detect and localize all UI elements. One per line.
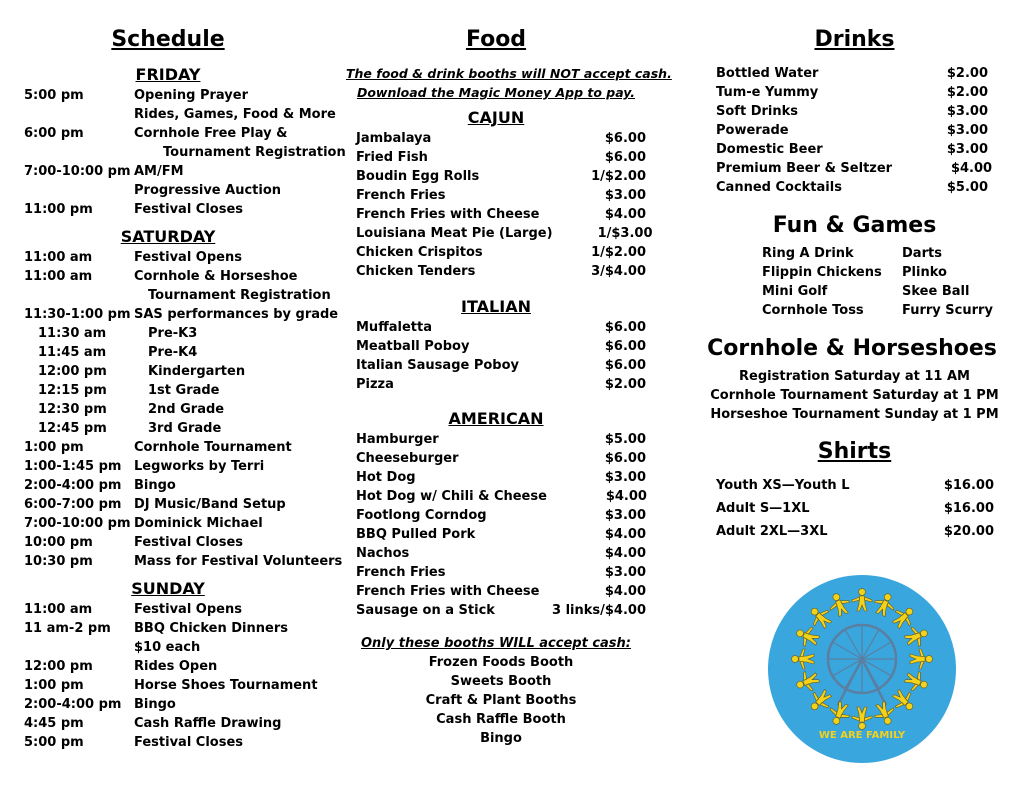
- item-name: Fried Fish: [356, 150, 428, 165]
- schedule-row: [24, 400, 334, 419]
- schedule-row: [24, 552, 343, 571]
- schedule-time: [24, 143, 134, 162]
- shirts-title: Shirts: [817, 439, 892, 464]
- schedule-time: 5:00 pm: [24, 735, 84, 750]
- item-name: Chicken Crispitos: [356, 245, 483, 260]
- item-price: $4.00: [605, 489, 647, 504]
- cajun-list: [356, 129, 653, 281]
- item-price: $4.00: [604, 584, 646, 599]
- cash-accepted-note: Only these booths WILL accept cash:: [360, 636, 632, 651]
- magic-money-note: Download the Magic Money App to pay.: [356, 85, 636, 100]
- item-price: 1/$2.00: [591, 245, 646, 260]
- item-name: Premium Beer & Seltzer: [716, 161, 893, 176]
- menu-row: [356, 525, 646, 544]
- schedule-event: Mass for Festival Volunteers: [134, 554, 343, 569]
- schedule-time: 4:45 pm: [24, 716, 84, 731]
- item-name: Canned Cocktails: [716, 180, 842, 195]
- shirt-price: $16.00: [943, 501, 994, 516]
- menu-row: [356, 506, 646, 525]
- schedule-time: 12:00 pm: [38, 364, 107, 379]
- item-name: Hot Dog w/ Chili & Cheese: [356, 489, 547, 504]
- item-price: 1/$2.00: [591, 169, 646, 184]
- shirt-row: [716, 520, 994, 543]
- schedule-time: 1:00 pm: [24, 440, 84, 455]
- schedule-event: Kindergarten: [148, 364, 246, 379]
- item-name: Footlong Corndog: [356, 508, 487, 523]
- game-item: Ring A Drink: [762, 246, 854, 261]
- item-name: Jambalaya: [356, 131, 432, 146]
- schedule-time: 11:00 am: [24, 269, 93, 284]
- game-item: Mini Golf: [762, 284, 828, 299]
- schedule-row: [24, 714, 334, 733]
- schedule-time: 11:45 am: [38, 345, 107, 360]
- schedule-row: [24, 362, 334, 381]
- schedule-time: 12:30 pm: [38, 402, 107, 417]
- schedule-row: [24, 533, 334, 552]
- menu-row: [356, 243, 646, 262]
- schedule-event: Bingo: [134, 697, 176, 712]
- schedule-event: 2nd Grade: [148, 402, 225, 417]
- schedule-event: Festival Closes: [134, 735, 244, 750]
- item-name: Louisiana Meat Pie (Large): [356, 226, 553, 241]
- item-price: $6.00: [604, 451, 646, 466]
- item-name: Soft Drinks: [716, 104, 798, 119]
- schedule-row: [24, 657, 334, 676]
- item-name: Meatball Poboy: [356, 339, 470, 354]
- drinks-list: [712, 64, 993, 197]
- schedule-row: [24, 105, 334, 124]
- menu-row: [356, 601, 646, 620]
- schedule-row: [24, 438, 334, 457]
- schedule-row: [24, 162, 334, 181]
- schedule-time: [24, 638, 134, 657]
- menu-row: [356, 582, 646, 601]
- schedule-time: 2:00-4:00 pm: [24, 697, 122, 712]
- game-item: Furry Scurry: [902, 303, 993, 318]
- schedule-event: $10 each: [134, 640, 201, 655]
- item-name: Hamburger: [356, 432, 439, 447]
- menu-row: [356, 449, 646, 468]
- menu-row: [356, 337, 646, 356]
- schedule-time: [24, 105, 134, 124]
- menu-row: [716, 102, 988, 121]
- item-price: $3.00: [604, 188, 646, 203]
- item-price: $3.00: [946, 123, 988, 138]
- shirt-price: $20.00: [943, 524, 994, 539]
- games-grid: [712, 244, 1002, 320]
- item-price: $3.00: [946, 104, 988, 119]
- menu-row: [716, 178, 988, 197]
- schedule-row: [24, 286, 334, 305]
- schedule-event: BBQ Chicken Dinners: [134, 621, 288, 636]
- menu-row: [356, 563, 646, 582]
- item-name: Hot Dog: [356, 470, 416, 485]
- american-heading: AMERICAN: [448, 409, 544, 428]
- schedule-time: 10:30 pm: [24, 554, 93, 569]
- item-name: Muffaletta: [356, 320, 432, 335]
- schedule-time: 6:00-7:00 pm: [24, 497, 122, 512]
- item-price: 3/$4.00: [591, 264, 646, 279]
- shirts-list: [712, 474, 994, 543]
- schedule-event: Legworks by Terri: [134, 459, 265, 474]
- menu-row: [356, 205, 646, 224]
- text-line: Frozen Foods Booth: [428, 655, 574, 670]
- schedule-event: Horse Shoes Tournament: [134, 678, 318, 693]
- item-price: $6.00: [604, 358, 646, 373]
- schedule-row: [24, 600, 334, 619]
- schedule-row: [24, 267, 334, 286]
- item-price: $4.00: [950, 161, 993, 176]
- schedule-event: Rides Open: [134, 659, 218, 674]
- schedule-row: [24, 638, 334, 657]
- schedule-event: Festival Closes: [134, 202, 244, 217]
- sunday-heading: SUNDAY: [131, 579, 205, 598]
- menu-row: [716, 121, 988, 140]
- schedule-event: SAS performances by grade: [134, 307, 339, 322]
- schedule-event: Opening Prayer: [134, 88, 248, 103]
- item-name: Powerade: [716, 123, 789, 138]
- schedule-time: [24, 286, 134, 305]
- schedule-time: 11 am-2 pm: [24, 621, 111, 636]
- schedule-event: Cash Raffle Drawing: [134, 716, 282, 731]
- schedule-row: [24, 457, 334, 476]
- schedule-event: 1st Grade: [148, 383, 220, 398]
- schedule-event: Festival Opens: [134, 250, 242, 265]
- schedule-time: 7:00-10:00 pm: [24, 516, 131, 531]
- schedule-time: 11:00 am: [24, 602, 93, 617]
- text-line: Registration Saturday at 11 AM: [739, 369, 970, 384]
- shirt-size: Youth XS—Youth L: [716, 478, 850, 493]
- text-line: Cash Raffle Booth: [436, 712, 566, 727]
- we-are-family-logo: [767, 574, 957, 764]
- saturday-heading: SATURDAY: [120, 227, 216, 246]
- saturday-list: [24, 248, 343, 571]
- game-item: Darts: [902, 246, 942, 261]
- schedule-event: Tournament Registration: [163, 145, 346, 160]
- food-column: [346, 0, 672, 748]
- schedule-time: 11:30 am: [38, 326, 107, 341]
- fun-games-title: Fun & Games: [772, 213, 937, 238]
- friday-list: [24, 86, 346, 219]
- item-price: $2.00: [604, 377, 646, 392]
- item-price: $6.00: [604, 150, 646, 165]
- item-price: $3.00: [604, 508, 646, 523]
- item-name: Bottled Water: [716, 66, 819, 81]
- game-item: Flippin Chickens: [762, 265, 882, 280]
- shirt-price: $16.00: [943, 478, 994, 493]
- menu-row: [356, 487, 646, 506]
- schedule-event: AM/FM: [134, 164, 184, 179]
- schedule-row: [24, 200, 334, 219]
- italian-heading: ITALIAN: [461, 297, 531, 316]
- item-price: $2.00: [946, 66, 988, 81]
- schedule-time: 12:15 pm: [38, 383, 107, 398]
- item-name: Domestic Beer: [716, 142, 823, 157]
- item-name: Cheeseburger: [356, 451, 459, 466]
- schedule-row: [24, 124, 334, 143]
- schedule-event: Pre-K3: [148, 326, 198, 341]
- item-name: Tum-e Yummy: [716, 85, 819, 100]
- menu-row: [356, 262, 646, 281]
- schedule-event: Pre-K4: [148, 345, 198, 360]
- item-name: French Fries: [356, 565, 446, 580]
- item-price: $3.00: [946, 142, 988, 157]
- schedule-time: 12:00 pm: [24, 659, 93, 674]
- schedule-row: [24, 419, 334, 438]
- item-price: $3.00: [604, 470, 646, 485]
- schedule-event: Rides, Games, Food & More: [134, 107, 336, 122]
- schedule-row: [24, 695, 334, 714]
- item-price: $6.00: [604, 339, 646, 354]
- schedule-title: Schedule: [111, 27, 225, 52]
- menu-row: [716, 159, 993, 178]
- american-list: [356, 430, 646, 620]
- item-price: $5.00: [604, 432, 646, 447]
- schedule-row: [24, 495, 334, 514]
- menu-row: [716, 140, 988, 159]
- schedule-time: 6:00 pm: [24, 126, 84, 141]
- text-line: Bingo: [480, 731, 522, 746]
- schedule-event: Cornhole Tournament: [134, 440, 292, 455]
- schedule-event: DJ Music/Band Setup: [134, 497, 286, 512]
- game-item: Skee Ball: [902, 284, 970, 299]
- text-line: Sweets Booth: [450, 674, 552, 689]
- schedule-event: Tournament Registration: [148, 288, 331, 303]
- schedule-event: Festival Opens: [134, 602, 242, 617]
- item-name: Boudin Egg Rolls: [356, 169, 480, 184]
- schedule-time: 1:00 pm: [24, 678, 84, 693]
- drinks-title: Drinks: [814, 27, 895, 52]
- menu-row: [356, 544, 646, 563]
- cash-booth-list: [356, 653, 646, 748]
- sunday-list: [24, 600, 334, 752]
- menu-row: [356, 186, 646, 205]
- item-price: $4.00: [604, 527, 646, 542]
- food-title: Food: [465, 27, 527, 52]
- schedule-event: Cornhole & Horseshoe: [134, 269, 298, 284]
- menu-row: [356, 318, 646, 337]
- schedule-row: [24, 305, 339, 324]
- schedule-event: Cornhole Free Play &: [134, 126, 288, 141]
- menu-row: [356, 148, 646, 167]
- schedule-row: [24, 476, 334, 495]
- item-price: $3.00: [604, 565, 646, 580]
- schedule-time: 2:00-4:00 pm: [24, 478, 122, 493]
- schedule-time: [24, 181, 134, 200]
- game-item: Plinko: [902, 265, 947, 280]
- shirt-size: Adult S—1XL: [716, 501, 810, 516]
- item-name: Nachos: [356, 546, 410, 561]
- schedule-event: Dominick Michael: [134, 516, 263, 531]
- schedule-row: [24, 324, 334, 343]
- shirt-row: [716, 474, 994, 497]
- schedule-column: [24, 0, 346, 752]
- schedule-row: [24, 733, 334, 752]
- menu-row: [356, 224, 653, 243]
- logo-text: WE ARE FAMILY: [818, 730, 906, 741]
- menu-row: [356, 468, 646, 487]
- schedule-row: [24, 514, 334, 533]
- schedule-event: Progressive Auction: [134, 183, 282, 198]
- menu-row: [356, 129, 646, 148]
- menu-row: [356, 167, 646, 186]
- italian-list: [356, 318, 646, 394]
- item-name: French Fries: [356, 188, 446, 203]
- text-line: Craft & Plant Booths: [425, 693, 577, 708]
- schedule-time: 1:00-1:45 pm: [24, 459, 122, 474]
- friday-heading: FRIDAY: [135, 65, 201, 84]
- schedule-event: 3rd Grade: [148, 421, 222, 436]
- item-name: French Fries with Cheese: [356, 207, 540, 222]
- item-price: $5.00: [946, 180, 988, 195]
- schedule-row: [24, 676, 334, 695]
- item-price: 1/$3.00: [597, 226, 653, 241]
- item-name: BBQ Pulled Pork: [356, 527, 476, 542]
- text-line: Cornhole Tournament Saturday at 1 PM: [710, 388, 999, 403]
- schedule-row: [24, 181, 334, 200]
- item-price: $6.00: [604, 131, 646, 146]
- schedule-time: 7:00-10:00 pm: [24, 164, 131, 179]
- schedule-time: 10:00 pm: [24, 535, 93, 550]
- schedule-time: 11:00 pm: [24, 202, 93, 217]
- schedule-time: 11:30-1:00 pm: [24, 307, 131, 322]
- item-name: French Fries with Cheese: [356, 584, 540, 599]
- text-line: Horseshoe Tournament Sunday at 1 PM: [710, 407, 999, 422]
- item-name: Italian Sausage Poboy: [356, 358, 520, 373]
- item-price: $2.00: [946, 85, 988, 100]
- menu-row: [716, 64, 988, 83]
- cornhole-horseshoes-title: Cornhole & Horseshoes: [707, 336, 997, 361]
- menu-row: [356, 430, 646, 449]
- item-price: $4.00: [604, 546, 646, 561]
- game-item: Cornhole Toss: [762, 303, 864, 318]
- menu-row: [716, 83, 988, 102]
- tournament-lines: [707, 367, 1002, 424]
- item-name: Chicken Tenders: [356, 264, 476, 279]
- schedule-time: 11:00 am: [24, 250, 93, 265]
- schedule-time: 5:00 pm: [24, 88, 84, 103]
- schedule-row: [24, 248, 334, 267]
- schedule-row: [24, 143, 346, 162]
- menu-row: [356, 375, 646, 394]
- item-name: Pizza: [356, 377, 394, 392]
- shirt-row: [716, 497, 994, 520]
- schedule-row: [24, 381, 334, 400]
- schedule-event: Bingo: [134, 478, 176, 493]
- schedule-row: [24, 619, 334, 638]
- item-name: Sausage on a Stick: [356, 603, 495, 618]
- shirt-size: Adult 2XL—3XL: [716, 524, 828, 539]
- schedule-time: 12:45 pm: [38, 421, 107, 436]
- item-price: $6.00: [604, 320, 646, 335]
- schedule-row: [24, 86, 334, 105]
- menu-row: [356, 356, 646, 375]
- item-price: $4.00: [604, 207, 646, 222]
- no-cash-note: The food & drink booths will NOT accept cash.: [346, 66, 672, 81]
- schedule-row: [24, 343, 334, 362]
- schedule-event: Festival Closes: [134, 535, 244, 550]
- cajun-heading: CAJUN: [467, 108, 525, 127]
- drinks-column: [707, 0, 1002, 543]
- item-price: 3 links/$4.00: [552, 603, 646, 618]
